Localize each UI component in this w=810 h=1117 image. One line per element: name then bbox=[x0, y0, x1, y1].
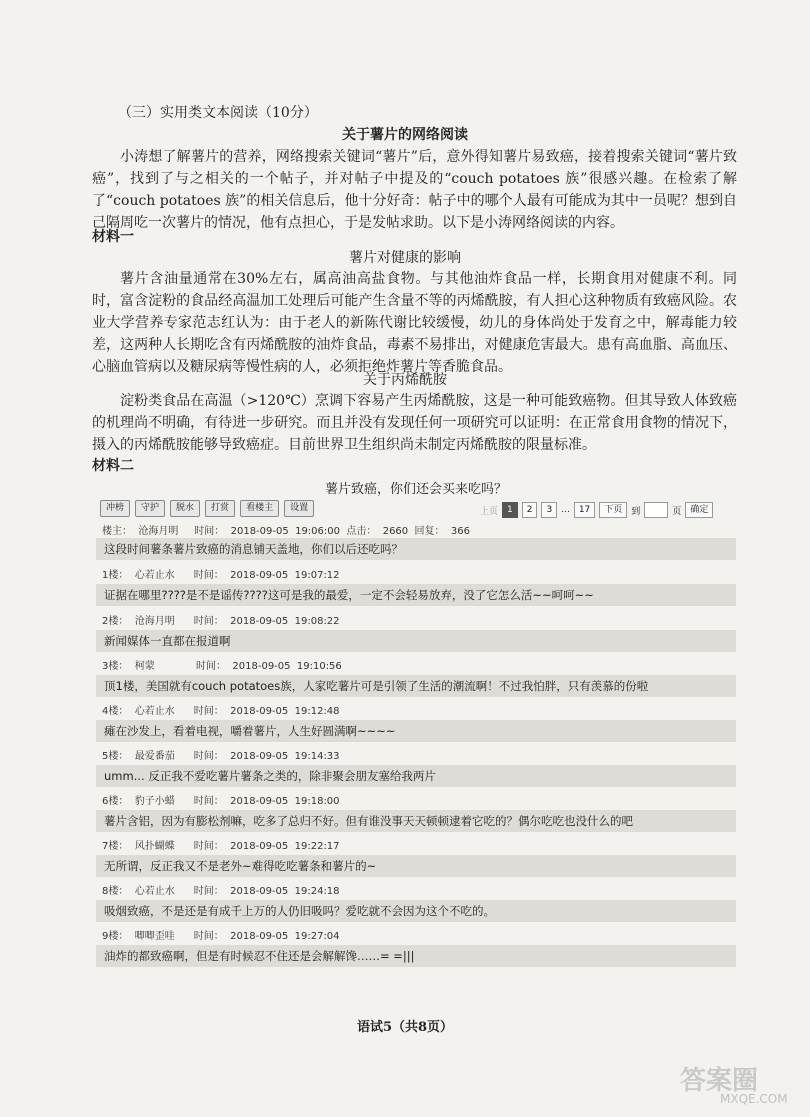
page-footer: 语试5（共8页） bbox=[356, 1020, 454, 1035]
post-content-floor-1: 证据在哪里????是不是谣传????这可是我的最爱，一定不会轻易放弃，没了它怎么活~~呵呵~~ bbox=[96, 584, 736, 606]
post-content-floor-9: 油炸的都致癌啊，但是有时候忍不住还是会解解馋……= =||| bbox=[96, 945, 736, 967]
pager-page-17[interactable]: 17 bbox=[574, 502, 595, 518]
article-title: 关于薯片的网络阅读 bbox=[342, 127, 468, 143]
post-meta-floor-2: 2楼： 沧海月明 时间： 2018-09-05 19:08:22 bbox=[102, 616, 340, 627]
pager-ellipsis: ... bbox=[561, 505, 570, 515]
watermark-logo: 答案圈 bbox=[680, 1066, 759, 1096]
post-meta-floor-4: 4楼： 心若止水 时间： 2018-09-05 19:12:48 bbox=[102, 706, 340, 717]
forum-thread-title: 薯片致癌，你们还会买来吃吗？ bbox=[324, 482, 507, 497]
post-content-floor-2: 新闻媒体一直都在报道啊 bbox=[96, 630, 736, 652]
post-content-floor-4: 瘫在沙发上，看着电视，嚼着薯片，人生好圆满啊~~~~ bbox=[96, 720, 736, 742]
post-content-floor-6: 薯片含铝，因为有膨松剂嘛，吃多了总归不好。但有谁没事天天顿顿逮着它吃的？偶尔吃吃也没什么的吧 bbox=[96, 810, 736, 832]
material-one-subtitle-acrylamide: 关于丙烯酰胺 bbox=[363, 372, 447, 388]
post-content-op: 这段时间薯条薯片致癌的消息铺天盖地，你们以后还吃吗？ bbox=[96, 538, 736, 560]
toolbar-button-dehydrate[interactable]: 脱水 bbox=[170, 500, 200, 517]
post-meta-floor-6: 6楼： 豹子小蜡 时间： 2018-09-05 19:18:00 bbox=[102, 796, 340, 807]
material-two-label: 材料二 bbox=[92, 458, 134, 474]
forum-toolbar bbox=[100, 500, 314, 517]
pager-page-3[interactable]: 3 bbox=[541, 502, 557, 518]
post-meta-floor-7: 7楼： 风扑蝴蝶 时间： 2018-09-05 19:22:17 bbox=[102, 841, 340, 852]
pager-next-button[interactable]: 下页 bbox=[599, 502, 627, 518]
pager-page-1[interactable]: 1 bbox=[502, 502, 518, 518]
material-one-label: 材料一 bbox=[92, 229, 134, 245]
pager-page-2[interactable]: 2 bbox=[522, 502, 538, 518]
forum-screenshot bbox=[92, 470, 740, 975]
section-title: （三）实用类文本阅读（10分） bbox=[118, 105, 318, 121]
toolbar-button-guard[interactable]: 守护 bbox=[135, 500, 165, 517]
pager-page-input[interactable] bbox=[644, 502, 668, 518]
material-one-paragraph-health: 薯片含油量通常在30%左右，属高油高盐食物。与其他油炸食品一样，长期食用对健康不利。同时，富含淀粉的食品经高温加工处理后可能产生含量不等的丙烯酰胺，有人担心这种物质有致癌风险。农业大学营养专家范志红认为：由于老人的新陈代谢比较缓慢，幼儿的身体尚处于发育之中，解毒能力较差，这两种人长期吃含有丙烯酰胺的油炸食品，毒素不易排出，对健康危害最大。患有高血脂、高血压、心脑血管病以及糖尿病等慢性病的人，必须拒绝炸薯片等香脆食品。 bbox=[92, 271, 737, 375]
post-meta-floor-1: 1楼： 心若止水 时间： 2018-09-05 19:07:12 bbox=[102, 570, 340, 581]
toolbar-button-settings[interactable]: 设置 bbox=[284, 500, 314, 517]
thread-header-meta: 楼主： 沧海月明 时间： 2018-09-05 19:06:00 点击： 2660 回复： 366 bbox=[102, 526, 470, 537]
post-meta-floor-3: 3楼： 柯蒙 时间： 2018-09-05 19:10:56 bbox=[102, 661, 342, 672]
pager-prev-link[interactable]: 上页 bbox=[480, 506, 499, 517]
pager-confirm-button[interactable]: 确定 bbox=[685, 502, 713, 518]
post-content-floor-8: 吸烟致癌，不是还是有成千上万的人仍旧吸吗？爱吃就不会因为这个不吃的。 bbox=[96, 900, 736, 922]
watermark-url: MXQE.COM bbox=[720, 1092, 788, 1106]
post-content-floor-3: 顶1楼，美国就有couch potatoes族，人家吃薯片可是引领了生活的潮流啊！不过我怕胖，只有羡慕的份啦 bbox=[96, 675, 736, 697]
toolbar-button-view-op[interactable]: 看楼主 bbox=[240, 500, 279, 517]
post-meta-floor-9: 9楼： 唧唧歪哇 时间： 2018-09-05 19:27:04 bbox=[102, 931, 340, 942]
post-meta-floor-5: 5楼： 最爱番茄 时间： 2018-09-05 19:14:33 bbox=[102, 751, 340, 762]
post-content-floor-5: umm... 反正我不爱吃薯片薯条之类的，除非聚会朋友塞给我两片 bbox=[96, 765, 736, 787]
post-content-floor-7: 无所谓，反正我又不是老外~难得吃吃薯条和薯片的~ bbox=[96, 855, 736, 877]
toolbar-button-tip[interactable]: 打赏 bbox=[205, 500, 235, 517]
pagination bbox=[480, 502, 713, 518]
toolbar-button-rank[interactable]: 冲榜 bbox=[100, 500, 130, 517]
intro-paragraph: 小涛想了解薯片的营养，网络搜索关键词“薯片”后，意外得知薯片易致癌，接着搜索关键词“薯片致癌”，找到了与之相关的一个帖子，并对帖子中提及的“couch potatoes 族”很感兴趣。在检索了解了“couch potatoes 族”的相关信息后，他十分好奇：帖子中的哪个人最有可能成为其中一员呢？想到自己隔周吃一次薯片的情况，他有点担心，于是发帖求助。以下是小涛网络阅读的内容。 bbox=[92, 149, 737, 231]
pager-goto-label: 到 bbox=[631, 506, 641, 517]
material-one-subtitle-health: 薯片对健康的影响 bbox=[349, 250, 461, 266]
post-meta-floor-8: 8楼： 心若止水 时间： 2018-09-05 19:24:18 bbox=[102, 886, 340, 897]
material-one-paragraph-acrylamide: 淀粉类食品在高温（>120℃）烹调下容易产生丙烯酰胺，这是一种可能致癌物。但其导致人体致癌的机理尚不明确，有待进一步研究。而且并没有发现任何一项研究可以证明：在正常食用食物的情况下，摄入的丙烯酰胺能够导致癌症。目前世界卫生组织尚未制定丙烯酰胺的限量标准。 bbox=[92, 393, 737, 453]
pager-unit-label: 页 bbox=[672, 506, 682, 517]
